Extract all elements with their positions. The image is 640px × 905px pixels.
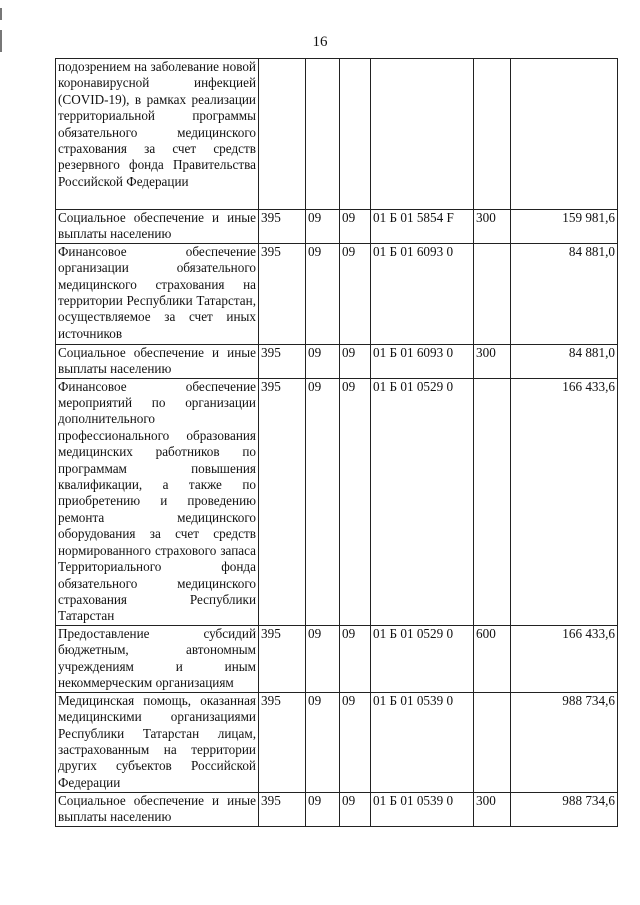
row-amount: 84 881,0 (511, 344, 618, 378)
row-target-article: 01 Б 01 0539 0 (371, 692, 474, 792)
row-expense-type: 300 (474, 210, 511, 244)
row-section-code: 09 (306, 210, 340, 244)
row-target-article (371, 59, 474, 210)
table-row (56, 625, 618, 692)
row-subsection-code: 09 (340, 792, 371, 826)
page-number: 16 (312, 34, 328, 50)
row-section-code (306, 59, 340, 210)
row-name: Медицинская помощь, оказанная медицинскими организациями Республики Татарстан лицам, застрахованным на территории других субъектов Российской Федерации (56, 692, 259, 792)
row-section-code: 09 (306, 692, 340, 792)
row-ministry-code: 395 (259, 625, 306, 692)
row-subsection-code: 09 (340, 692, 371, 792)
row-name: Финансовое обеспечение мероприятий по организации дополнительного профессионального образования медицинских работников по программам повышения квалификации, а также по приобретению и проведению ремонта медицинского оборудования за счет средств нормированного страхового запаса Территориального фонда обязательного медицинского страхования Республики Татарстан (56, 378, 259, 625)
row-section-code: 09 (306, 243, 340, 344)
row-ministry-code: 395 (259, 692, 306, 792)
row-subsection-code: 09 (340, 243, 371, 344)
row-target-article: 01 Б 01 5854 F (371, 210, 474, 244)
row-expense-type (474, 59, 511, 210)
row-section-code: 09 (306, 378, 340, 625)
row-amount: 84 881,0 (511, 243, 618, 344)
row-target-article: 01 Б 01 0539 0 (371, 792, 474, 826)
row-expense-type: 300 (474, 344, 511, 378)
row-amount (511, 59, 618, 210)
row-amount: 988 734,6 (511, 692, 618, 792)
table-row (56, 243, 618, 344)
row-ministry-code: 395 (259, 792, 306, 826)
row-expense-type (474, 692, 511, 792)
table-row (56, 792, 618, 826)
row-subsection-code (340, 59, 371, 210)
row-ministry-code: 395 (259, 344, 306, 378)
row-target-article: 01 Б 01 6093 0 (371, 344, 474, 378)
row-name: Финансовое обеспечение организации обязательного медицинского страхования на территории Республики Татарстан, осуществляемое за счет иных источников (56, 243, 259, 344)
row-name: Социальное обеспечение и иные выплаты населению (56, 344, 259, 378)
row-target-article: 01 Б 01 6093 0 (371, 243, 474, 344)
table-row (56, 344, 618, 378)
row-expense-type: 300 (474, 792, 511, 826)
table-row (56, 59, 618, 210)
row-name: подозрением на заболевание новой коронавирусной инфекцией (COVID-19), в рамках реализации территориальной программы обязательного медицинского страхования за счет средств резервного фонда Правительства Российской Федерации (56, 59, 259, 210)
row-section-code: 09 (306, 792, 340, 826)
row-name: Социальное обеспечение и иные выплаты населению (56, 792, 259, 826)
row-expense-type: 600 (474, 625, 511, 692)
row-ministry-code: 395 (259, 243, 306, 344)
budget-table (55, 58, 618, 827)
row-ministry-code: 395 (259, 210, 306, 244)
row-amount: 159 981,6 (511, 210, 618, 244)
row-amount: 988 734,6 (511, 792, 618, 826)
row-ministry-code (259, 59, 306, 210)
row-subsection-code: 09 (340, 378, 371, 625)
row-amount: 166 433,6 (511, 378, 618, 625)
row-subsection-code: 09 (340, 344, 371, 378)
row-ministry-code: 395 (259, 378, 306, 625)
row-subsection-code: 09 (340, 210, 371, 244)
row-name: Предоставление субсидий бюджетным, автономным учреждениям и иным некоммерческим организациям (56, 625, 259, 692)
table-row (56, 210, 618, 244)
row-section-code: 09 (306, 625, 340, 692)
row-expense-type (474, 243, 511, 344)
table-row (56, 692, 618, 792)
row-expense-type (474, 378, 511, 625)
row-subsection-code: 09 (340, 625, 371, 692)
row-name: Социальное обеспечение и иные выплаты населению (56, 210, 259, 244)
row-section-code: 09 (306, 344, 340, 378)
row-target-article: 01 Б 01 0529 0 (371, 625, 474, 692)
row-amount: 166 433,6 (511, 625, 618, 692)
row-target-article: 01 Б 01 0529 0 (371, 378, 474, 625)
table-row (56, 378, 618, 625)
left-margin-mark (0, 8, 2, 20)
